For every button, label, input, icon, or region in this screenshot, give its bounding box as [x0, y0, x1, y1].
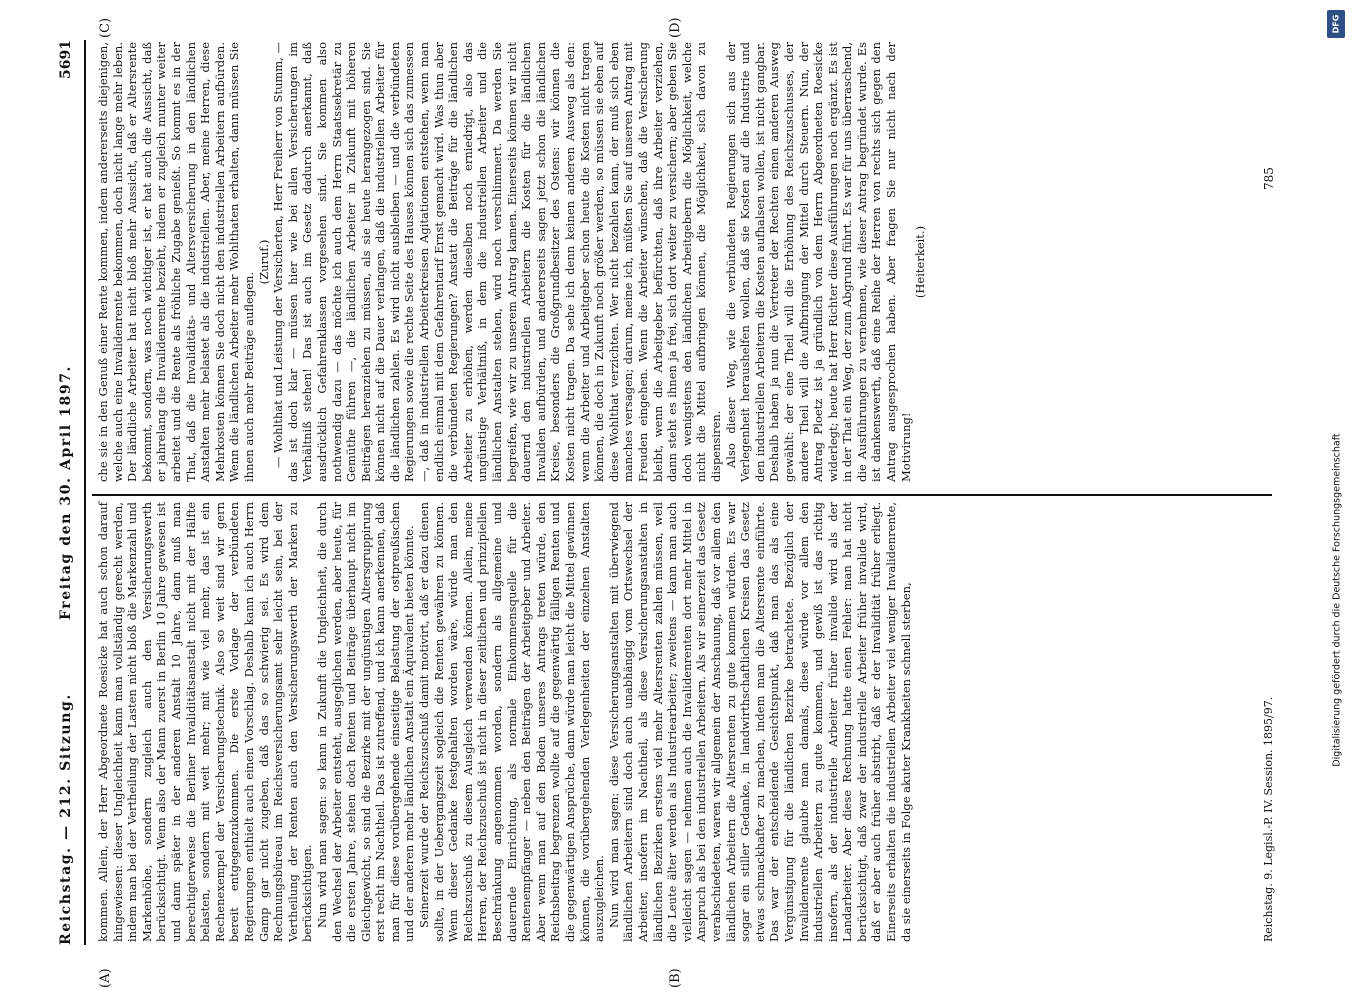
header-page-number: 5691 [58, 40, 74, 79]
digitization-credit [1325, 0, 1349, 1000]
dfg-logo [1327, 10, 1345, 38]
header-rule [84, 40, 86, 945]
interjection-zuruf: (Zuruf.) [256, 239, 271, 285]
right-paragraph-2: — Wohlthat und Leistung der Versicherten, Herr Freiherr von Stumm, — das ist doch klar — müssen hier wie bei allen Versicherungen im Verhältniß stehen! Das ist auch im Gesetz dadurch anerkannt, daß ausdrücklich Gefahrenklassen vorgesehen sind. Sie kommen also nothwendig dazu — das möchte ich auch dem Herrn Staatssekretär zu Gemüthe führen —, die ländlichen Arbeiter in Zukunft mit höheren Beiträgen heranziehen zu müssen, als sie heute herangezogen sind. Sie können nicht auf die Dauer verlangen, daß die industriellen Arbeiter für die ländlichen zahlen. Es wird nicht ausbleiben — und die verbündeten Regierungen sowie die rechte Seite des Hauses können sich das zumessen —, daß in industriellen Arbeiterkreisen Agitationen entstehen, wenn man endlich einmal mit dem Gefahrentarif Ernst gemacht wird. Was thun aber die verbündeten Regierungen? Anstatt die Beiträge für die ländlichen Arbeiter zu erhöhen, werden dieselben noch erniedrigt, also das ungünstige Verhältniß, in dem die industriellen Arbeiter und die ländlichen Anstalten stehen, wird noch verschlimmert. Da werden Sie begreifen, wie wir zu unserem Antrag kamen. Einerseits können wir nicht dauernd den industriellen Arbeitern die Kosten für die ländlichen Invaliden aufbürden, und andererseits sagen jetzt schon die ländlichen Kreise, besonders die Großgrundbesitzer des Ostens: wir können die Kosten nicht tragen. Da sehe ich denn keinen anderen Ausweg als den: wenn die Arbeiter und Arbeitgeber schon heute die Kosten nicht tragen können, die doch in Zukunft noch größer werden, so müssen sie eben auf diese Wohlthat verzichten. Wer nicht bezahlen kann, der muß sich eben manches versagen; darum, meine ich, müßten Sie auf unseren Antrag mit Freuden eingehen. Wenn die Arbeiter wünschen, daß die Versicherung bleibt, wenn die Arbeitgeber befürchten, daß ihre Arbeiter verziehen, dann steht es ihnen ja frei, sich dort weiter zu versichern; aber geben Sie doch wenigstens den ländlichen Arbeitgebern die Möglichkeit, welche nicht die Mittel aufbringen können, die Möglichkeit, sich davon zu dispensiren. [271, 42, 723, 482]
page-header [58, 40, 82, 945]
column-divider [92, 494, 1272, 496]
left-paragraph-3: Seinerzeit wurde der Reichszuschuß damit motivirt, daß er dazu dienen sollte, in der Uebergangszeit sogleich die Renten gewähren zu können. Wenn dieser Gedanke festgehalten worden wäre, würde man den Reichszuschuß zu diesem Ausgleich verwenden können. Allein, meine Herren, der Reichszuschuß ist nicht in dieser zeitlichen und prinzipiellen Beschränkung angenommen worden, sondern als allgemeine und dauernde Einrichtung, als normale Einkommensquelle für die Rentenempfänger — neben den Beiträgen der Arbeitgeber und Arbeiter. Aber wenn man auf den Boden unseres Antrags treten würde, den Reichsbeitrag begrenzen wollte auf die gegenwärtig fälligen Renten und die gegenwärtigen Ansprüche, dann würde man leicht die Mittel gewinnen können, die vorübergehenden Verlegenheiten der einzelnen Anstalten auszugleichen. [417, 502, 607, 942]
left-paragraph-2: Nun wird man sagen: so kann in Zukunft die Ungleichheit, die durch den Wechsel der Arbeiter entsteht, ausgeglichen werden, aber heute, für die ersten Jahre, stehen doch Renten und Beiträge überhaupt nicht im Gleichgewicht, so sind die Bezirke mit der ungünstigen Altersgruppirung erst recht im Nachtheil. Das ist zutreffend, und ich kann anerkennen, daß man für diese vorübergehende einseitige Belastung der ostpreußischen und der anderen mehr ländlichen Anstalt ein Äquivalent bieten könnte. [314, 502, 417, 942]
dfg-logo-text: DFG [1331, 14, 1341, 34]
margin-letter-a: (A) [98, 968, 113, 988]
right-paragraph-3: Also dieser Weg, wie die verbündeten Regierungen sich aus der Verlegenheit heraushelfen wollen, daß sie Kosten auf die Industrie und den industriellen Arbeitern die Kosten aufhalsen wollen, ist nicht gangbar. Deshalb haben ja nun die Vertreter der Rechten einen anderen Ausweg gewählt: der eine Theil will die Erhöhung des Reichszuschusses, der andere Theil will die Aufbringung der Mittel durch Steuern. Nun, der Antrag Ploetz ist ja gründlich von dem Herrn Abgeordneten Roesicke widerlegt; heute hat Herr Richter diese Ausführungen noch ergänzt. Es ist in der That ein Weg, der zum Abgrund führt. Es war für uns überraschend, die Ausführungen zu vernehmen, wie dieser Antrag begründet wurde. Es ist dankenswerth, daß eine Reihe der Herren von rechts sich gegen den Antrag ausgesprochen haben. Aber fragen Sie nur nicht nach der Motivirung! [723, 42, 913, 482]
header-session: Reichstag. — 212. Sitzung. [58, 693, 74, 945]
footer-page-number: 785 [1262, 167, 1276, 190]
margin-letter-c: (C) [98, 17, 113, 38]
left-column [96, 502, 913, 942]
left-paragraph-4: Nun wird man sagen: diese Versicherungsanstalten mit überwiegend ländlichen Arbeitern sind doch auch unabhängig vom Ortswechsel der Arbeiter, insofern im Nachtheil, als diese Versicherungsanstalten in ländlichen Bezirken erstens viel mehr Altersrenten zahlen müssen, weil die Leute älter werden als Industriearbeiter; zweitens — kann man auch vielleicht sagen — nehmen auch die Invalidenrenten dort mehr Mittel in Anspruch als bei den industriellen Arbeitern. Als wir seinerzeit das Gesetz verabschiedeten, waren wir allgemein der Anschauung, daß vor allem den ländlichen Arbeitern die Altersrenten zu gute kommen würden. Es war sogar ein stiller Gedanke, in landwirthschaftlichen Kreisen das Gesetz etwas schmackhafter zu machen, indem man die Altersrente einführte. Das war der entscheidende Gesichtspunkt, daß man das als eine Vergünstigung für die ländlichen Bezirke betrachtete. Bezüglich der Invalidenrente glaubte man damals, diese würde vor allem den industriellen Arbeitern zu gute kommen, und gewiß ist das richtig insofern, als der industrielle Arbeiter früher invalide wird als der Landarbeiter. Aber diese Rechnung hatte einen Fehler: man hat nicht berücksichtigt, daß zwar der industrielle Arbeiter früher invalide wird, daß er aber auch früher abstirbt, daß er der Invalidität früher erliegt. Einerseits erhalten die industriellen Arbeiter viel weniger Invalidenrente, da sie einerseits in Folge akuter Krankheiten schnell sterben, [606, 502, 913, 942]
credit-text: Digitalisierung gefördert durch die Deutsche Forschungsgemeinschaft [1331, 433, 1343, 767]
right-paragraph-1: che sie in den Genuß einer Rente kommen, indem andererseits diejenigen, welche auch eine Invalidenrente bekommen, doch nicht lange mehr leben. Der ländliche Arbeiter hat nicht bloß mehr Aussicht, daß er Altersrente bekommt, sondern, was noch wichtiger ist, er hat auch die Aussicht, daß er jahrelang die Invalidenrente bezieht, indem er zugleich munter weiter arbeitet und die Rente als fröhliche Zugabe genießt. So kommt es in der That, daß die Invaliditäts- und Altersversicherung in den ländlichen Anstalten mehr belastet als die industriellen. Aber, meine Herren, diese Mehrkosten können Sie doch nicht den industriellen Arbeitern aufbürden. Wenn die ländlichen Arbeiter mehr Wohlthaten erhalten, dann müssen Sie ihnen auch mehr Beiträge auflegen. [96, 42, 256, 482]
header-date: Freitag den 30. April 1897. [58, 364, 74, 621]
interjection-heiterkeit: (Heiterkeit.) [913, 225, 928, 299]
margin-letter-b: (B) [668, 968, 683, 988]
right-column [96, 42, 928, 482]
left-paragraph-1: kommen. Allein, der Herr Abgeordnete Roesicke hat auch schon darauf hingewiesen: dieser Ungleichheit kann man vollständig gerecht werden, indem man bei der Vertheilung der Lasten nicht bloß die Markenzahl und Markenhöhe, sondern zugleich auch den Versicherungswerth berücksichtigt. Wenn also der Mann zuerst in Berlin 10 Jahre gewesen ist und dann später in der anderen Anstalt 10 Jahre, dann muß man berechtigterweise die Berliner Invaliditätsanstalt nicht mit der Hälfte belasten, sondern mit weit mehr; mit wie viel mehr, das ist ein Rechenexempel der Versicherungstechnik. Also so weit sind wir gern bereit entgegenzukommen. Die erste Vorlage der verbündeten Regierungen enthielt auch einen Vorschlag. Deshalb kann ich auch Herrn Gamp gar nicht zugeben, daß das so schwierig sei. Es wird dem Rechnungsbüreau im Reichsversicherungsamt sehr leicht sein, bei der Vertheilung der Renten auch den Versicherungswerth der Marken zu berücksichtigen. [96, 502, 315, 942]
footer-citation: Reichstag. 9. Legisl.-P. IV. Session. 1895/97. [1262, 696, 1275, 942]
margin-letter-d: (D) [668, 17, 683, 38]
